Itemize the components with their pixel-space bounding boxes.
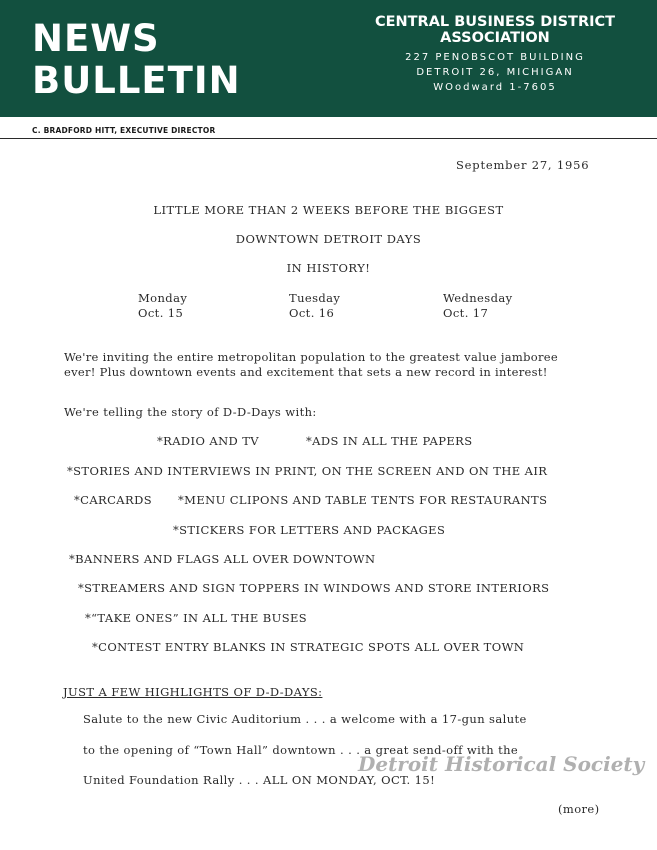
story-lead: We're telling the story of D-D-Days with: — [64, 405, 317, 419]
promo-item: *RADIO AND TV — [157, 434, 259, 448]
headline-line-2: DOWNTOWN DETROIT DAYS — [235, 232, 422, 246]
day-3-name: Wednesday — [443, 291, 513, 305]
association-address-2: DETROIT 26, MICHIGAN — [416, 67, 574, 78]
highlight-line-1: Salute to the new Civic Auditorium . . . a welcome with a 17-gun salute — [83, 712, 527, 726]
highlight-line-3: United Foundation Rally . . . ALL ON MONDAY, OCT. 15! — [83, 773, 436, 787]
header-rule — [0, 138, 657, 139]
promo-item: *“TAKE ONES” IN ALL THE BUSES — [85, 611, 308, 625]
day-2-name: Tuesday — [289, 291, 341, 305]
day-3-date: Oct. 17 — [443, 306, 489, 320]
headline-line-3: IN HISTORY! — [286, 261, 371, 275]
bulletin-title-line1: NEWS — [32, 17, 160, 60]
highlights-heading: JUST A FEW HIGHLIGHTS OF D-D-DAYS: — [63, 685, 323, 699]
highlight-line-2: to the opening of “Town Hall” downtown . . . a great send-off with the — [83, 743, 519, 757]
association-name: CENTRAL BUSINESS DISTRICT ASSOCIATION — [374, 14, 616, 46]
promo-item: *STORIES AND INTERVIEWS IN PRINT, ON THE SCREEN AND ON THE AIR — [67, 464, 548, 478]
watermark: Detroit Historical Society — [358, 752, 645, 776]
promo-item: *STREAMERS AND SIGN TOPPERS IN WINDOWS AND STORE INTERIORS — [78, 581, 550, 595]
headline-line-1: LITTLE MORE THAN 2 WEEKS BEFORE THE BIGGEST — [153, 203, 504, 217]
bulletin-title — [32, 18, 241, 102]
bulletin-date: September 27, 1956 — [456, 158, 590, 172]
promo-item: *CONTEST ENTRY BLANKS IN STRATEGIC SPOTS ALL OVER TOWN — [92, 640, 525, 654]
promo-item: *BANNERS AND FLAGS ALL OVER DOWNTOWN — [69, 552, 376, 566]
letterhead-banner — [0, 0, 657, 117]
day-1-name: Monday — [138, 291, 188, 305]
promo-item: *MENU CLIPONS AND TABLE TENTS FOR RESTAURANTS — [178, 493, 548, 507]
promo-item: *CARCARDS — [74, 493, 152, 507]
intro-line-2: ever! Plus downtown events and excitement that sets a new record in interest! — [64, 365, 548, 379]
day-1-date: Oct. 15 — [138, 306, 184, 320]
executive-director: C. BRADFORD HITT, EXECUTIVE DIRECTOR — [32, 126, 216, 135]
association-address-1: 227 PENOBSCOT BUILDING — [405, 52, 585, 63]
intro-line-1: We're inviting the entire metropolitan population to the greatest value jamboree — [64, 350, 558, 364]
promo-item: *STICKERS FOR LETTERS AND PACKAGES — [173, 523, 446, 537]
association-phone: WOodward 1-7605 — [433, 82, 557, 93]
day-2-date: Oct. 16 — [289, 306, 335, 320]
bulletin-title-line2: BULLETIN — [32, 59, 241, 102]
promo-item: *ADS IN ALL THE PAPERS — [306, 434, 473, 448]
association-block — [350, 14, 640, 95]
continued-marker: (more) — [558, 802, 600, 816]
